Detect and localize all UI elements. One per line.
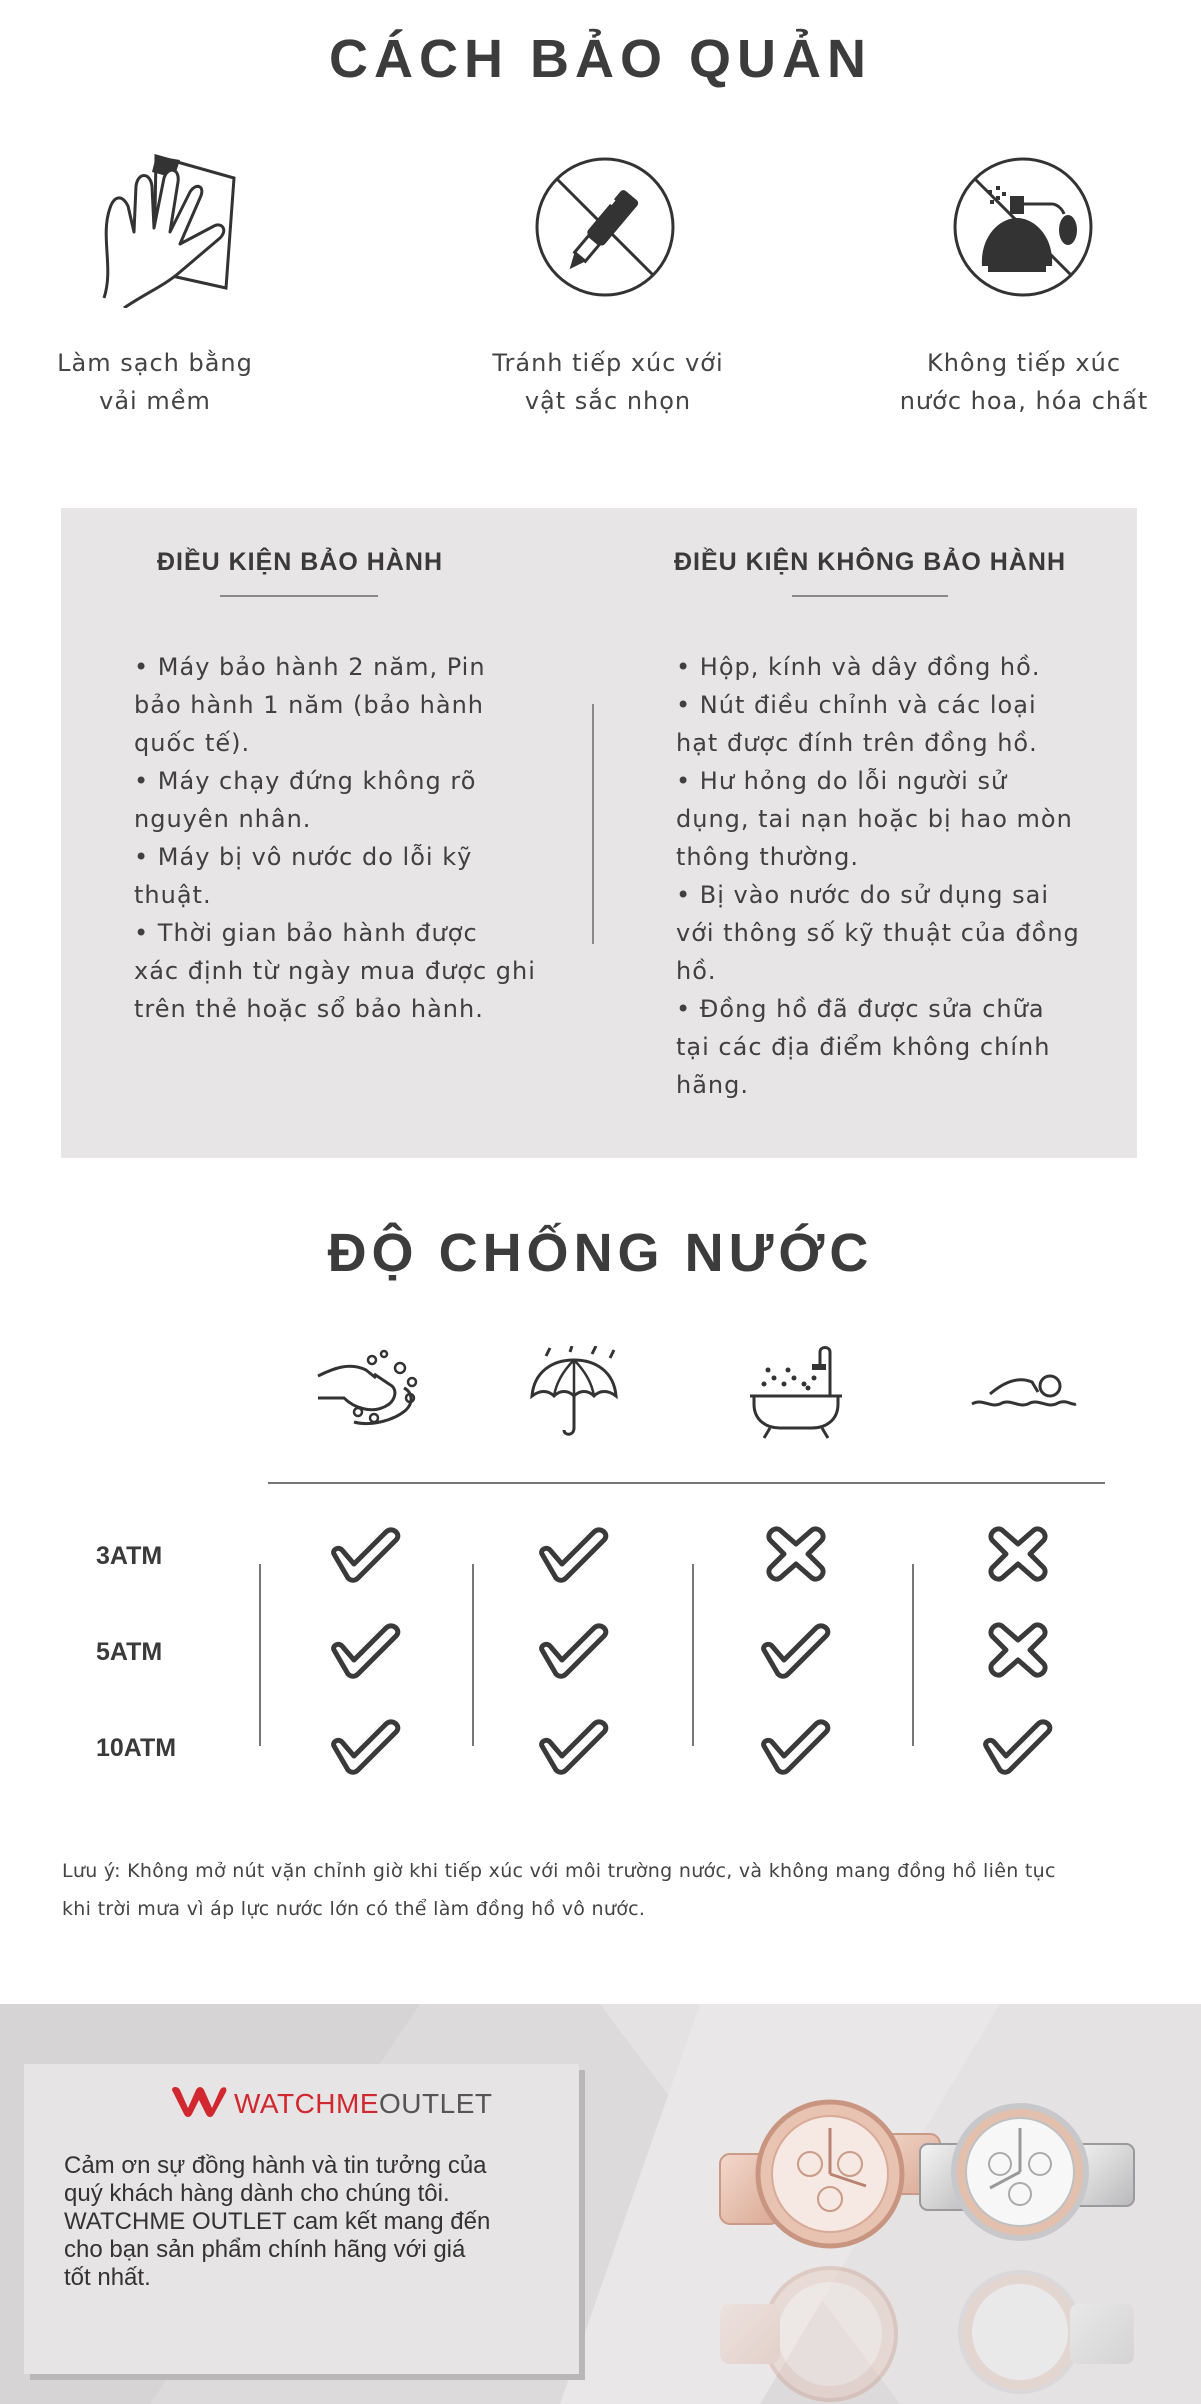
water-table-header-rule (268, 1482, 1105, 1484)
warranty-excluded-rule (792, 595, 948, 597)
check-icon-10atm-4 (978, 1716, 1058, 1776)
watchme-outlet-brand: WATCHMEOUTLET (234, 2088, 493, 2119)
water-table-col-divider-1 (259, 1564, 261, 1746)
check-icon-10atm-2 (534, 1716, 614, 1776)
no-sharp-object-icon (534, 156, 676, 298)
water-resistance-note: Lưu ý: Không mở nút vặn chỉnh giờ khi tiếp xúc với môi trường nước, và không mang đồng hồ liên tục khi trời mưa vì áp lực nước lớn có thể làm đồng hồ vô nước. (62, 1860, 1056, 1920)
watchme-logo-icon (168, 2084, 230, 2118)
warranty-divider (592, 704, 594, 944)
warranty-covered-rule (220, 595, 378, 597)
check-icon-3atm-2 (534, 1524, 614, 1584)
footer-banner (0, 2004, 1201, 2404)
swimming-icon (970, 1368, 1078, 1412)
check-icon-10atm-1 (326, 1716, 406, 1776)
check-icon-5atm-1 (326, 1620, 406, 1680)
care-label-sharp-object: Tránh tiếp xúc với vật sắc nhọn (492, 349, 724, 415)
check-icon-3atm-1 (326, 1524, 406, 1584)
care-label-perfume: Không tiếp xúc nước hoa, hóa chất (899, 349, 1149, 415)
water-table-col-divider-4 (912, 1564, 914, 1746)
check-icon-5atm-2 (534, 1620, 614, 1680)
warranty-excluded-list: • Hộp, kính và dây đồng hồ. • Nút điều chỉnh và các loại hạt được đính trên đồng hồ. • Hư hỏng do lỗi người sử dụng, tai nạn hoặc bị hao mòn thông thường. • Bị vào nước do sử dụng sai với thông số kỹ thuật của đồng hồ. • Đồng hồ đã được sửa chữa tại các địa điểm không chính hãng. (676, 653, 1080, 1099)
no-perfume-icon (952, 156, 1094, 298)
check-icon-5atm-3 (756, 1620, 836, 1680)
care-label-soft-cloth: Làm sạch bằng vải mềm (57, 349, 253, 415)
warranty-covered-title: ĐIỀU KIỆN BẢO HÀNH (156, 548, 444, 576)
water-resistance-title: ĐỘ CHỐNG NƯỚC (327, 1223, 874, 1283)
cross-icon-3atm-4 (978, 1524, 1058, 1584)
cross-icon-5atm-4 (978, 1620, 1058, 1680)
footer-thank-you-text: Cảm ơn sự đồng hành và tin tưởng của quý khách hàng dành cho chúng tôi. WATCHME OUTLET cam kết mang đến cho bạn sản phẩm chính hãng với giá tốt nhất. (64, 2152, 491, 2291)
hand-washing-icon (314, 1348, 420, 1428)
cross-icon-3atm-3 (756, 1524, 836, 1584)
hand-cloth-icon (94, 148, 244, 308)
bathtub-shower-icon (748, 1344, 844, 1440)
watches-product-image (690, 2004, 1150, 2404)
check-icon-10atm-3 (756, 1716, 836, 1776)
warranty-covered-list: • Máy bảo hành 2 năm, Pin bảo hành 1 năm (bảo hành quốc tế). • Máy chạy đứng không rõ nguyên nhân. • Máy bị vô nước do lỗi kỹ thuật. • Thời gian bảo hành được xác định từ ngày mua được ghi trên thẻ hoặc sổ bảo hành. (134, 653, 536, 1023)
row-label-5atm: 5ATM (96, 1638, 163, 1666)
rain-umbrella-icon (526, 1346, 622, 1438)
row-label-3atm: 3ATM (96, 1542, 163, 1570)
warranty-excluded-title: ĐIỀU KIỆN KHÔNG BẢO HÀNH (673, 548, 1067, 576)
care-title: CÁCH BẢO QUẢN (329, 29, 872, 89)
row-label-10atm: 10ATM (96, 1734, 177, 1762)
water-table-col-divider-3 (692, 1564, 694, 1746)
water-table-col-divider-2 (472, 1564, 474, 1746)
